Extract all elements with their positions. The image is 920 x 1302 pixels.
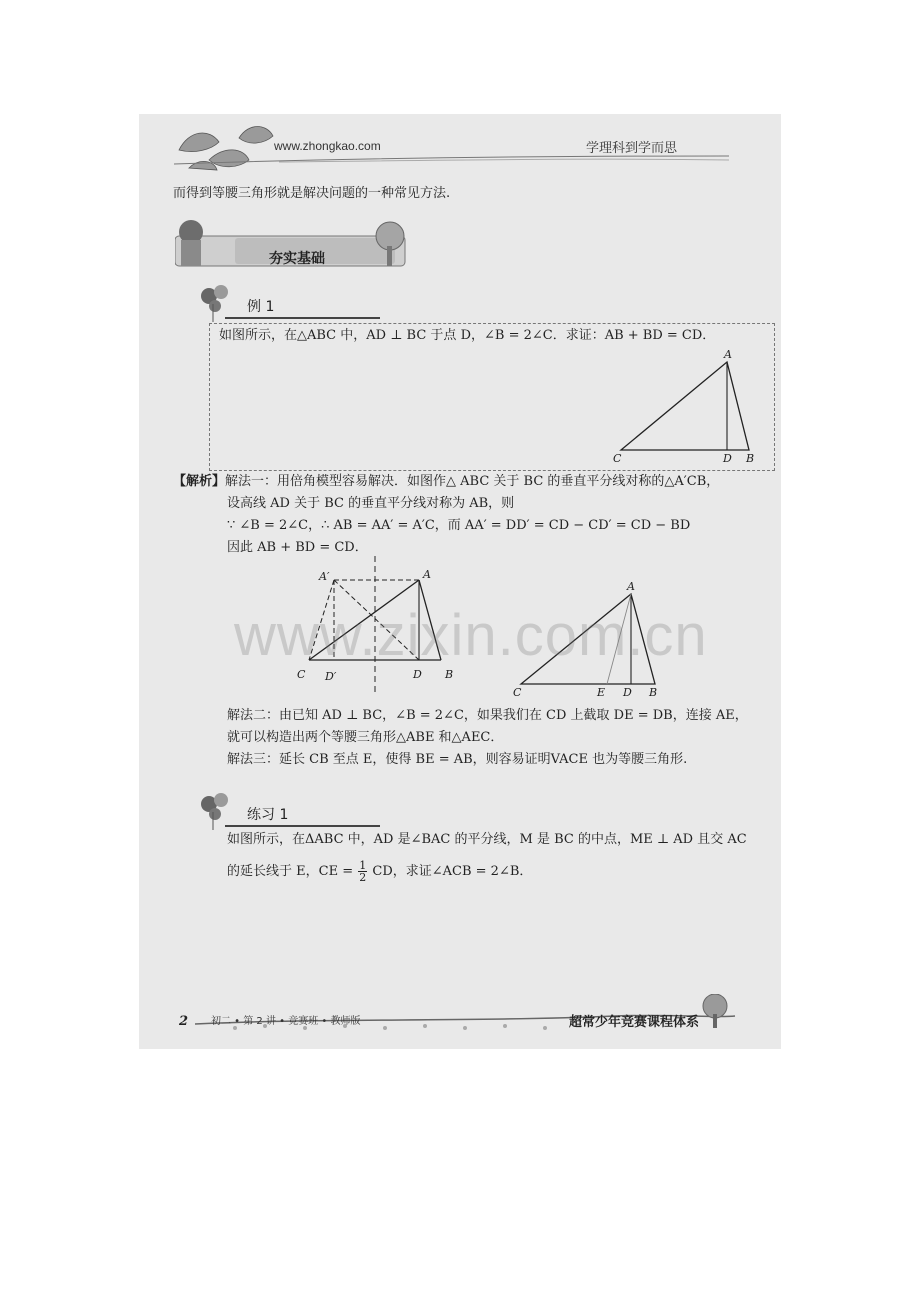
header-url: www.zhongkao.com	[274, 139, 381, 153]
intro-line: 而得到等腰三角形就是解决问题的一种常见方法.	[173, 186, 451, 201]
footer-course-info: 初二 • 第 2 讲 • 竞赛班 • 教师版	[211, 1016, 361, 1027]
fig2-label-d: D	[413, 668, 422, 681]
fraction-one-half	[358, 860, 367, 883]
example-label-decoration	[195, 282, 385, 324]
fig3-label-b: B	[649, 686, 658, 699]
fig2-label-c: C	[297, 668, 306, 681]
figure-1-triangle	[609, 348, 769, 468]
solution-tag: 【解析】	[173, 474, 226, 489]
solution-method2-line1: 解法二：由已知 AD ⊥ BC，∠B = 2∠C，如果我们在 CD 上截取 DE = DB，连接 AE，	[227, 708, 748, 723]
example-label: 例 1	[247, 299, 275, 315]
footer-series-title: 超常少年竞赛课程体系	[569, 1015, 700, 1030]
solution-line-1	[173, 472, 719, 492]
header-leaf-decoration	[169, 120, 769, 175]
fig1-label-c: C	[613, 452, 622, 465]
solution-method1-line2: 设高线 AD 关于 BC 的垂直平分线对称为 AB，则	[227, 496, 515, 511]
fig1-label-b: B	[746, 452, 755, 465]
fraction-denominator: 2	[359, 871, 367, 884]
practice-line1: 如图所示，在ΔABC 中，AD 是∠BAC 的平分线，M 是 BC 的中点，ME ⊥ AD 且交 AC	[227, 832, 747, 847]
fig3-label-d: D	[623, 686, 632, 699]
solution-method3-line1: 解法三：延长 CB 至点 E，使得 BE = AB，则容易证明VACE 也为等腰三角形.	[227, 752, 688, 767]
example-statement: 如图所示，在△ABC 中，AD ⊥ BC 于点 D，∠B = 2∠C．求证：AB + BD = CD．	[219, 328, 716, 343]
fig2-label-d-prime: D′	[325, 670, 337, 683]
fig3-label-a: A	[627, 580, 635, 593]
solution-method2-line2: 就可以构造出两个等腰三角形△ABE 和△AEC．	[227, 730, 504, 745]
solution-method1-line4: 因此 AB + BD = CD．	[227, 540, 368, 555]
watermark: www.zixin.com.cn	[234, 603, 708, 668]
practice-line2-before: 的延长线于 E，CE =	[227, 864, 354, 879]
fig3-label-c: C	[513, 686, 522, 699]
fig2-label-a-prime: A′	[319, 570, 330, 583]
page-number: 2	[179, 1014, 189, 1029]
fig2-label-a: A	[423, 568, 431, 581]
fig1-label-a: A	[724, 348, 732, 361]
fig2-label-b: B	[445, 668, 454, 681]
practice-line2	[227, 858, 532, 886]
solution-method1-line3: ∵ ∠B = 2∠C，∴ AB = AA′ = A′C，而 AA′ = DD′ = CD − CD′ = CD − BD	[227, 518, 691, 533]
section-banner-title: 夯实基础	[269, 251, 325, 267]
practice-label-decoration	[195, 790, 385, 832]
solution-method1-line1: 解法一：用倍角模型容易解决．如图作△ ABC 关于 BC 的垂直平分线对称的△A′CB，	[225, 474, 720, 489]
practice-line2-after: CD，求证∠ACB = 2∠B．	[372, 864, 533, 879]
header-slogan: 学理科到学而思	[586, 141, 678, 156]
fraction-numerator: 1	[359, 859, 367, 872]
practice-label: 练习 1	[247, 807, 289, 823]
scanned-page	[139, 114, 781, 1049]
fig1-label-d: D	[723, 452, 732, 465]
fig3-label-e: E	[597, 686, 606, 699]
